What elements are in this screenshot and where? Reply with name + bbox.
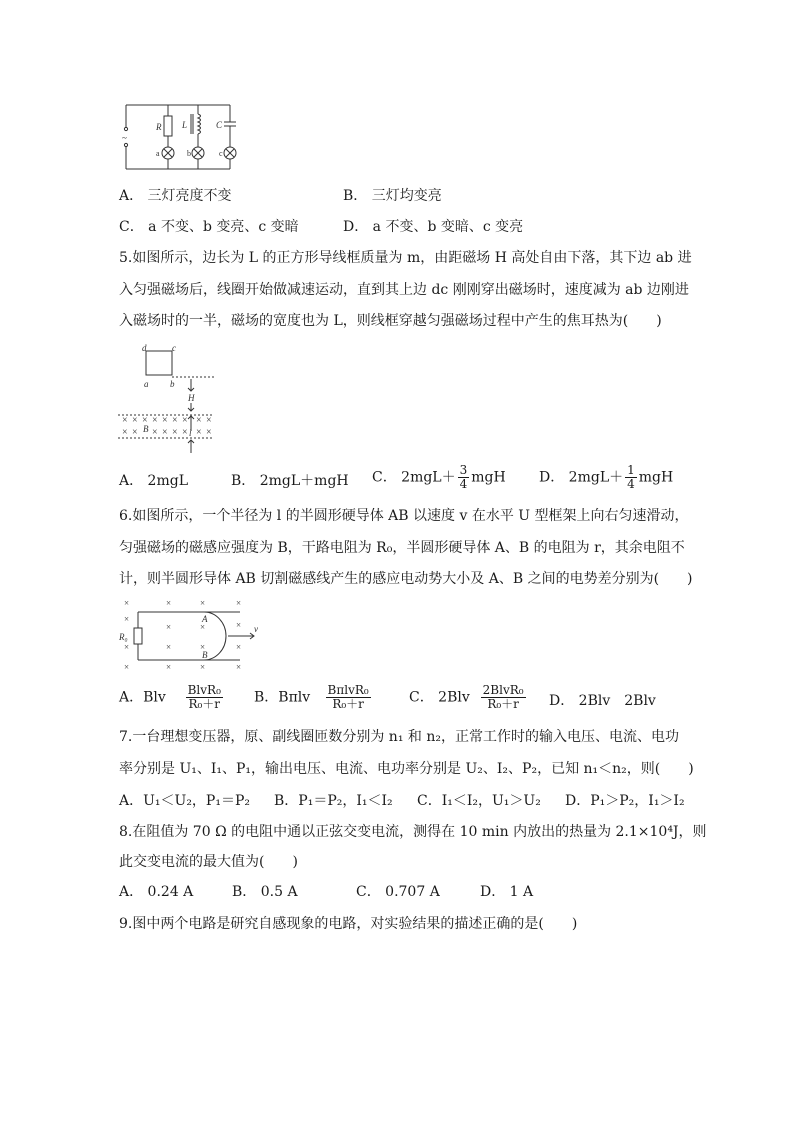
q4-option-d: D． a 不变、b 变暗、c 变亮 <box>343 219 524 235</box>
q8-option-b: B． 0.5 A <box>232 884 298 900</box>
q7-option-d: D．P₁＞P₂，I₁＞I₂ <box>565 793 685 809</box>
svg-text:×: × <box>132 415 138 426</box>
q6-option-c: C． 2Blv $\frac{\text{2BlvR₀}}{\text{R₀＋r}}$ <box>409 683 524 711</box>
q8-stem-line-2: 此交变电流的最大值为( ) <box>119 854 298 870</box>
q7-stem-line-1: 7.一台理想变压器，原、副线圈匝数分别为 n₁ 和 n₂，正常工作时的输入电压、电流、电功 <box>119 729 679 745</box>
svg-text:×: × <box>172 415 178 426</box>
q8-stem-line-1: 8.在阻值为 70 Ω 的电阻中通以正弦交变电流，测得在 10 min 内放出的热量为 2.1×10⁴J，则 <box>119 824 707 840</box>
q8-option-d: D． 1 A <box>480 884 534 900</box>
svg-text:×: × <box>196 427 202 438</box>
q4-lamp-a: a <box>156 149 160 158</box>
q4-lamp-b: b <box>187 149 191 158</box>
q5-fig-c: c <box>172 343 176 353</box>
svg-text:×: × <box>152 427 158 438</box>
q5-fig-h: H <box>188 393 195 403</box>
q6-fig-r0: R₀ <box>119 632 128 642</box>
q5-option-d: D． 2mgL＋ $\frac{1}{4}$ mgH <box>539 463 674 491</box>
q4-option-a: A． 三灯亮度不变 <box>119 188 232 204</box>
svg-text:×: × <box>200 600 206 608</box>
svg-text:×: × <box>166 600 172 608</box>
svg-text:×: × <box>166 642 172 652</box>
q6-option-b: B．Bπlv $\frac{\text{BπlvR₀}}{\text{R₀＋r}}$ <box>254 683 369 711</box>
q4-source-symbol: ~ <box>122 133 127 143</box>
q5-option-b: B． 2mgL＋mgH <box>231 473 349 489</box>
q7-option-a: A．U₁＜U₂，P₁＝P₂ <box>119 793 250 809</box>
q6-option-d: D． 2Blv 2Blv <box>549 693 656 709</box>
svg-text:×: × <box>124 642 130 652</box>
svg-text:×: × <box>236 620 242 630</box>
svg-text:×: × <box>166 662 172 672</box>
q4-option-b: B． 三灯均变亮 <box>343 188 442 204</box>
svg-text:×: × <box>200 622 206 632</box>
q4-lamp-c: c <box>219 149 223 158</box>
q5-fig-l: l <box>189 428 192 438</box>
q4-circuit-figure <box>118 100 243 174</box>
q7-option-b: B．P₁＝P₂，I₁＜I₂ <box>274 793 393 809</box>
svg-text:×: × <box>206 415 212 426</box>
svg-text:×: × <box>152 415 158 426</box>
q4-option-c: C． a 不变、b 变亮、c 变暗 <box>119 219 299 235</box>
svg-text:×: × <box>124 614 130 624</box>
svg-text:×: × <box>124 662 130 672</box>
svg-text:×: × <box>182 427 188 438</box>
q5-option-a: A． 2mgL <box>119 473 189 489</box>
q6-option-a: A．Blv $\frac{\text{BlvR₀}}{\text{R₀＋r}}$ <box>119 683 221 711</box>
q6-stem-line-3: 计，则半圆形导体 AB 切割磁感线产生的感应电动势大小及 A、B 之间的电势差分别为( ) <box>119 571 693 587</box>
q6-stem-line-2: 匀强磁场的磁感应强度为 B，干路电阻为 R₀，半圆形硬导体 A、B 的电阻为 r，其余电阻不 <box>119 540 685 556</box>
q4-label-c: C <box>216 120 223 130</box>
q8-option-a: A． 0.24 A <box>119 884 194 900</box>
svg-text:×: × <box>124 600 130 608</box>
q5-stem-line-3: 入磁场时的一半，磁场的宽度也为 L，则线框穿越匀强磁场过程中产生的焦耳热为( ) <box>119 313 662 329</box>
q6-stem-line-1: 6.如图所示，一个半径为 l 的半圆形硬导体 AB 以速度 v 在水平 U 型框架上向右匀速滑动， <box>119 508 689 524</box>
svg-text:×: × <box>172 427 178 438</box>
q5-fig-a: a <box>144 379 149 389</box>
svg-text:×: × <box>142 415 148 426</box>
q5-stem-line-1: 5.如图所示，边长为 L 的正方形导线框质量为 m，由距磁场 H 高处自由下落，其下边 ab 进 <box>119 250 692 266</box>
q6-fig-v: v <box>254 624 258 634</box>
svg-text:×: × <box>206 427 212 438</box>
svg-text:×: × <box>236 642 242 652</box>
svg-text:×: × <box>236 600 242 608</box>
q4-label-r: R <box>156 122 162 132</box>
q5-fig-field: B <box>143 424 149 434</box>
svg-text:×: × <box>162 427 168 438</box>
q5-option-c: C． 2mgL＋ $\frac{3}{4}$ mgH <box>372 463 506 491</box>
svg-text:×: × <box>200 642 206 652</box>
q5-figure <box>116 343 216 455</box>
svg-text:×: × <box>162 415 168 426</box>
svg-text:×: × <box>132 427 138 438</box>
q5-fig-b: b <box>170 379 175 389</box>
q6-figure <box>116 600 266 674</box>
svg-text:×: × <box>122 427 128 438</box>
q8-option-c: C． 0.707 A <box>356 884 440 900</box>
q4-label-l: L <box>182 120 188 130</box>
q5-fig-d: d <box>142 343 147 353</box>
q6-fig-a: A <box>202 614 208 624</box>
svg-text:×: × <box>182 415 188 426</box>
svg-text:×: × <box>122 415 128 426</box>
q7-option-c: C．I₁＜I₂，U₁＞U₂ <box>417 793 541 809</box>
q9-stem-line-1: 9.图中两个电路是研究自感现象的电路，对实验结果的描述正确的是( ) <box>119 916 578 932</box>
q7-stem-line-2: 率分别是 U₁、I₁、P₁，输出电压、电流、电功率分别是 U₂、I₂、P₂，已知 n₁＜n₂，则( ) <box>119 761 694 777</box>
svg-text:×: × <box>166 622 172 632</box>
q5-stem-line-2: 入匀强磁场后，线圈开始做减速运动，直到其上边 dc 刚刚穿出磁场时，速度减为 ab 边刚进 <box>119 282 689 298</box>
svg-text:×: × <box>196 415 202 426</box>
svg-text:×: × <box>236 662 242 672</box>
svg-text:×: × <box>200 662 206 672</box>
q6-fig-b: B <box>202 650 208 660</box>
